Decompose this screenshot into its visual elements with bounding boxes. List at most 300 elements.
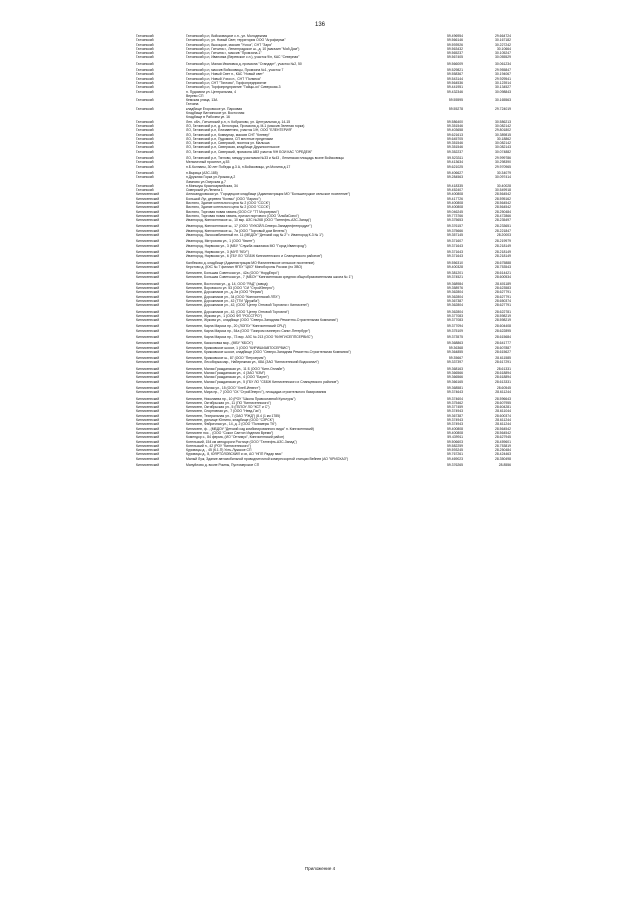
latitude-cell: 59.406627 — [446, 170, 463, 175]
district-cell: Гатчинский — [136, 85, 154, 90]
latitude-cell: 59.351546 — [446, 123, 463, 128]
address-cell: Кингисепп пос. , (ООО "Сокол Сантоп Изделия Время") — [186, 430, 274, 435]
district-cell: Кингисеппский — [136, 371, 160, 376]
district-cell: Гатчинский — [136, 175, 154, 180]
longitude-cell: 28.627791 — [494, 303, 511, 308]
longitude-cell: 28.627791 — [494, 290, 511, 295]
district-cell: Кингисеппский — [136, 254, 160, 259]
address-cell: Александровская ул. "Городецкое кладбище (Администрация МО "Большелуцкое сельское поселение") — [186, 192, 351, 197]
latitude-cell: 59.441951 — [446, 85, 463, 90]
district-cell: Кингисеппский — [136, 313, 160, 318]
latitude-cell: 59.529821 — [446, 68, 463, 73]
district-cell: Гатчинский — [136, 42, 154, 47]
latitude-cell: 59.506603 — [446, 439, 463, 444]
district-cell: Кингисеппский — [136, 456, 160, 461]
longitude-cell: 28.600374 — [494, 413, 511, 418]
latitude-cell: 59.418335 — [446, 183, 463, 188]
district-cell: Кингисеппский — [136, 218, 160, 223]
longitude-cell: 28.627945 — [494, 435, 511, 440]
address-cell: Кингисепп, Фабричная ул., 14, д. 2 (ООО "Полимеры ТК") — [186, 422, 277, 427]
district-cell: Гатчинский — [136, 34, 154, 38]
latitude-cell: 59.364855 — [446, 349, 463, 354]
latitude-cell: 59.36368 — [448, 345, 463, 350]
district-cell: Гатчинский — [136, 106, 154, 111]
district-cell: Кингисеппский — [136, 303, 160, 308]
address-cell: Ивангород, Кингисеппское ш., 7а (ООО "Торговый дом Велень") — [186, 228, 287, 233]
district-cell: Кингисеппский — [136, 379, 160, 384]
latitude-cell: 59.400808 — [446, 205, 463, 210]
latitude-cell: 59.563432 — [446, 46, 463, 51]
district-cell: Кингисеппский — [136, 192, 160, 197]
longitude-cell: 30.105247 — [494, 51, 511, 56]
table-row — [135, 350, 512, 354]
district-cell: Кингисеппский — [136, 281, 160, 286]
latitude-cell: 59.400808 — [446, 430, 463, 435]
latitude-cell: 59.366566 — [446, 375, 463, 380]
address-cell: ЛО, Гатчинский р-н, Сиверская, кладбище Дружносельское — [186, 145, 280, 150]
address-cell: Кингисепп, Октябрьская ул., 11 (ПО "Кингисеппского") — [186, 400, 271, 405]
latitude-cell: 59.371643 — [446, 254, 463, 259]
district-cell: Гатчинский — [136, 51, 154, 56]
latitude-cell: 59.452407 — [446, 188, 463, 193]
latitude-cell: 59.417726 — [446, 196, 463, 201]
longitude-cell: 30.097414 — [494, 175, 511, 180]
latitude-cell: 59.55278 — [448, 106, 463, 111]
address-cell: ЛО, Гатчинский р-н, д. Белогорка, Промзона д. М-1 (массив Зеленая горка) — [186, 123, 305, 128]
longitude-cell: 29.929541 — [494, 76, 511, 81]
longitude-cell: 28.20003 — [496, 233, 511, 238]
longitude-cell: 28.611044 — [495, 409, 511, 414]
latitude-cell: 59.357145 — [446, 233, 463, 238]
latitude-cell: 59.366165 — [446, 379, 463, 384]
district-cell: Кингисеппский — [136, 205, 160, 210]
address-cell: Кингисепп, Театральная ул., 7 (ОАО "РЖД") (8.4 (1 км 1785) — [186, 413, 281, 418]
district-cell: Кингисеппский — [136, 318, 160, 323]
latitude-cell: 59.362804 — [446, 290, 463, 295]
address-cell: Кингисепп, Октябрьская ул., 5 (ГБПОУ ЛО "КСТ и С") — [186, 405, 270, 410]
longitude-cell: 28.611244 — [495, 422, 511, 427]
latitude-cell: 59.403658 — [446, 128, 463, 133]
address-cell: Гатчина — [186, 102, 199, 107]
longitude-cell: 28.675888 — [494, 260, 511, 265]
district-cell: Кингисеппский — [136, 209, 160, 214]
longitude-cell: 30.098843 — [494, 89, 511, 94]
address-cell: Кингисепп, Карла Маркса пр., 54а (ООО "Газпром газэнерго Санкт-Петербург") — [186, 328, 311, 333]
latitude-cell: 59.566009 — [446, 61, 463, 66]
longitude-cell: 28.618894 — [494, 375, 511, 380]
latitude-cell: 59.368863 — [446, 341, 463, 346]
address-cell: Кингисепп, Мира пр., 7 (ООО "СК "СтройЭнерго"), площадка строительного базирования — [186, 390, 327, 395]
page-number: 136 — [314, 22, 325, 28]
address-cell: Кингисепп, Карла Маркса пр., 73 вкр. АЗС № 213 (ООО "КИНГИСЕППСЕРВИС") — [186, 335, 313, 339]
address-cell: Кингисепп, Восточная ул., д. 14, ООО "РАД" (завод) — [186, 281, 268, 286]
address-cell: Калбеково д. кладбище (Администрация МО Фалилеевское сельское поселение) — [186, 260, 315, 265]
district-cell: Гатчинский — [136, 156, 154, 161]
longitude-cell: 30.549918 — [494, 188, 511, 193]
address-cell: Кингисепп, Малая Гражданская ул., 11 Б (ООО "Кинг-Онлайн") — [186, 366, 285, 371]
district-cell: Гатчинский — [136, 141, 154, 146]
latitude-cell: 59.543144 — [446, 76, 463, 81]
latitude-cell: 59.375666 — [446, 228, 463, 233]
district-cell: Кингисеппский — [136, 405, 160, 410]
district-cell: Кингисеппский — [136, 366, 160, 371]
address-cell: Большой Луг, деревня "Колмы" (ООО "Ларисс") — [186, 196, 261, 201]
latitude-cell: 59.362804 — [446, 309, 463, 314]
district-cell: Кингисеппский — [136, 196, 160, 201]
longitude-cell: 30.389815 — [494, 132, 511, 137]
district-cell: Кингисеппский — [136, 249, 160, 254]
district-cell: Гатчинский — [136, 98, 154, 103]
longitude-cell: 30.298390 — [494, 160, 511, 165]
address-cell: Кингисепп, Большая Советская ул., 7 (МБОУ "Кингисеппская средняя общеобразовательная школа № 1") — [186, 275, 353, 280]
latitude-cell: 59.374943 — [446, 422, 463, 427]
address-cell: Кингисепп, Касколовка мкр., (МБУ "КБСХ") — [186, 341, 253, 346]
longitude-cell: 28.595162 — [494, 196, 511, 201]
longitude-cell: 28.60545 — [496, 385, 511, 390]
table-row — [135, 457, 512, 461]
latitude-cell: 59.358976 — [446, 286, 463, 291]
address-cell: Вистино, Здание котельного цеха № 2 (ООО "СССК") — [186, 200, 271, 205]
longitude-cell: 28.564542 — [494, 430, 511, 435]
district-cell: Кингисеппский — [136, 200, 160, 205]
table-row — [135, 390, 512, 394]
address-cell: Вистино, Здание котельного цеха № 2 (ООО "СССК") — [186, 205, 271, 210]
latitude-cell: 59.284563 — [446, 175, 463, 180]
latitude-cell: 59.376157 — [446, 224, 463, 229]
longitude-cell: 28.600534 — [494, 275, 511, 280]
longitude-cell: 28.753543 — [494, 264, 511, 269]
longitude-cell: 28.622781 — [494, 309, 511, 314]
district-cell: Гатчинский — [136, 76, 154, 81]
longitude-cell: 28.250484 — [494, 448, 511, 453]
latitude-cell: 59.377083 — [446, 318, 463, 323]
district-cell: Кингисеппский — [136, 243, 160, 248]
address-cell: Кингисепп, Крикковское шоссе, кладбище (ООО "Северо-Западная Ремонтно-Строительная Компания") — [186, 349, 351, 354]
latitude-cell: 59.413634 — [446, 160, 463, 165]
address-cell: ЛО, Гатчинский р-н, Сиверский, поселок ул. Малыша — [186, 141, 270, 146]
latitude-cell: 59.35667 — [448, 356, 463, 361]
latitude-cell: 59.469023 — [446, 456, 463, 461]
district-cell: Кингисеппский — [136, 328, 160, 333]
longitude-cell: 29.970965 — [494, 164, 511, 169]
address-cell: Гатчинский р-н, Малая Ивановка д, промзона "Стандарт", участок №2, 50 — [186, 61, 302, 66]
district-cell: Кингисеппский — [136, 356, 160, 361]
table-row — [135, 380, 512, 384]
address-cell: Кингисепп, Лесобиржа мкр., Набережная ул., 68А (ЗАО "Кингисеппский Водоканал") — [186, 360, 319, 365]
longitude-cell: 29.955847 — [494, 68, 511, 73]
latitude-cell: 59.567405 — [446, 55, 463, 60]
latitude-cell: 59.593245 — [446, 448, 463, 453]
longitude-cell: 28.601189 — [495, 281, 511, 286]
latitude-cell: 59.351546 — [446, 145, 463, 150]
district-cell: Гатчинский — [136, 183, 154, 188]
latitude-cell: 59.400808 — [446, 192, 463, 197]
longitude-cell: 28.221847 — [494, 228, 511, 233]
latitude-cell: 59.523311 — [447, 156, 463, 161]
district-cell: Гатчинский — [136, 136, 154, 141]
address-cell: Ивангород, Нарвская ул., 3 (МУП "КБУ") — [186, 249, 250, 254]
district-cell: Гатчинский — [136, 132, 154, 137]
longitude-cell: 28.564542 — [494, 200, 511, 205]
district-cell: Кингисеппский — [136, 390, 160, 395]
latitude-cell: 59.351546 — [446, 141, 463, 146]
address-cell: Вистино, Торговая новая гавань (ООО СУ "ТТ Морсервис") — [186, 209, 279, 214]
district-cell: Гатчинский — [136, 123, 154, 128]
district-cell: Гатчинский — [136, 72, 154, 77]
district-cell: Кингисеппский — [136, 448, 160, 453]
address-cell: Кингисепп, Дорожников ул., 42, (ООО "Центр Оптовой Торговли г. Кингисепп") — [186, 303, 309, 308]
table-row — [135, 318, 512, 322]
latitude-cell: 59.374943 — [446, 418, 463, 423]
page-footer: Приложение 4 — [304, 866, 336, 871]
longitude-cell: 30.194067 — [494, 72, 511, 77]
district-cell: Кингисеппский — [136, 213, 160, 218]
latitude-cell: 59.375462 — [446, 400, 463, 405]
longitude-cell: 28.613331 — [494, 379, 511, 384]
address-cell: Кингисепп, Малая Гражданская ул., 4 (ЗАО "КЗМ") — [186, 371, 266, 376]
longitude-cell: 28.611244 — [495, 418, 511, 423]
longitude-cell: 28.459601 — [494, 439, 511, 444]
district-cell: Гатчинский — [136, 80, 154, 85]
address-cell: Ивангород, Льнокомбинатный пл. 11 (МБДОУ "Детский сад № 2" г. Ивангород К-3 № 1") — [186, 233, 324, 238]
longitude-cell: 28.611244 — [495, 390, 511, 395]
address-cell: ЛО, Гатчинский р-н, Коммунар, массив СНТ "Клевер" — [186, 132, 270, 137]
address-cell: Комендор с., 84 ферма, (ИО "Оптимус", Кингисеппский район) — [186, 435, 285, 440]
latitude-cell: 59.376265 — [446, 463, 463, 468]
longitude-cell: 28.564542 — [494, 192, 511, 197]
district-cell: Кингисеппский — [136, 426, 160, 431]
address-cell: ЛО, Гатчинский р-н, Тяглово, между участками №33 и №43 , Ленинская площадь возле Войсковицы — [186, 156, 344, 161]
latitude-cell: 59.374943 — [446, 409, 463, 414]
table-row — [135, 461, 512, 467]
latitude-cell: 59.371607 — [446, 239, 463, 244]
district-cell: Кингисеппский — [136, 375, 160, 380]
longitude-cell: 30.167182 — [494, 38, 511, 43]
longitude-cell: 28.235497 — [494, 218, 511, 223]
latitude-cell: 59.374604 — [446, 396, 463, 401]
address-cell: Кемская улица, 13А — [186, 98, 218, 103]
address-cell: Гатчинский р-н, Новый Учхоз п., СНТ "Полянка" — [186, 76, 261, 81]
address-cell: Куровицы д. , 45 (К.1.П) Усть-Лужское СП — [186, 448, 252, 453]
longitude-cell: 29.724019 — [494, 106, 511, 111]
longitude-cell: 30.586213 — [494, 119, 511, 124]
longitude-cell: 30.227242 — [494, 42, 511, 47]
district-cell: Кингисеппский — [136, 341, 160, 346]
district-cell: Кингисеппский — [136, 360, 160, 365]
address-cell: п. Пудомяги ул. Центральная, 4 — [186, 89, 237, 94]
longitude-cell: 28.424463 — [494, 452, 511, 457]
address-cell: Кингисепп, Жукова ул., 1 (ООО ФП "РОССТРО") — [186, 313, 263, 318]
latitude-cell: 59.373575 — [446, 335, 463, 339]
address-cell: Кладбище Ватчинское ул. Восточная — [186, 111, 245, 116]
address-cell: Малый Луж, Здание автомобильной проводниточной компрессорной станции Вейнев (АО "КРИОХАЗ") — [186, 456, 349, 461]
district-cell: Кингисеппский — [136, 452, 160, 457]
address-cell: Кладбище в Рабочем ул. 16 — [186, 115, 230, 120]
district-cell: Гатчинский — [136, 89, 154, 94]
longitude-cell: 28.627791 — [494, 294, 511, 299]
longitude-cell: 28.598219 — [494, 318, 511, 323]
longitude-cell: 29.801802 — [494, 128, 511, 133]
address-cell: Лампово ул.Озерская д.7 — [186, 179, 226, 184]
longitude-cell: 30.34079 — [496, 170, 511, 175]
district-cell: Гатчинский — [136, 61, 154, 66]
address-cell: Мельничный проспект, д.53 — [186, 160, 230, 165]
address-cell: Кингисепп, Карла Маркса пр., 20 (ЛОГБУ "Кингисеппский СРЦ") — [186, 324, 287, 329]
longitude-cell: 28.618894 — [494, 371, 511, 376]
longitude-cell: 28.753819 — [494, 443, 511, 448]
longitude-cell: 28.607955 — [494, 400, 511, 405]
longitude-cell: 29.999786 — [494, 156, 511, 161]
address-cell: Кингисепп, Воровского ул. 53 (ООО "СИ "СтройЭнерго") — [186, 286, 275, 291]
address-cell: кладбище Егоровское ул. Парковая — [186, 106, 243, 111]
district-cell: Кингисеппский — [136, 435, 160, 440]
latitude-cell: 59.368984 — [446, 281, 463, 286]
district-cell: Кингисеппский — [136, 396, 160, 401]
district-cell: Кингисеппский — [136, 286, 160, 291]
district-cell: Гатчинский — [136, 119, 154, 124]
district-cell: Гатчинский — [136, 55, 154, 60]
longitude-cell: 28.604281 — [494, 405, 511, 410]
district-cell: Кингисеппский — [136, 239, 160, 244]
latitude-cell: 59.352237 — [446, 149, 463, 154]
district-cell: Гатчинский — [136, 164, 154, 169]
longitude-cell: 28.623583 — [494, 286, 511, 291]
latitude-cell: 59.496954 — [446, 34, 463, 38]
latitude-cell: 59.371643 — [446, 243, 463, 248]
latitude-cell: 59.593926 — [446, 42, 463, 47]
longitude-cell: 28.564542 — [494, 426, 511, 431]
latitude-cell: 59.377083 — [446, 313, 463, 318]
latitude-cell: 59.773766 — [446, 213, 463, 218]
latitude-cell: 59.362804 — [446, 294, 463, 299]
longitude-cell: 28.564542 — [494, 205, 511, 210]
latitude-cell: 59.400328 — [446, 264, 463, 269]
latitude-cell: 59.55595 — [448, 98, 463, 103]
latitude-cell: 59.368163 — [446, 366, 463, 371]
district-cell: Кингисеппский — [136, 422, 160, 427]
address-cell: Кингисепп, ф. , (МБДОУ "Детский сад комбинированного вида" п. Кингисеппский) — [186, 426, 314, 431]
latitude-cell: 59.645705 — [446, 136, 463, 141]
district-cell: Кингисеппский — [136, 439, 160, 444]
longitude-cell: 30.165563 — [494, 98, 511, 103]
district-cell: Кингисеппский — [136, 345, 160, 350]
district-cell: Гатчинский — [136, 170, 154, 175]
longitude-cell: 28.218149 — [494, 254, 511, 259]
district-cell: Кингисеппский — [136, 264, 160, 269]
district-cell: Гатчинский — [136, 46, 154, 51]
address-cell: Гатчинский р-н, Ивановка (Веревское с.п.), участок 9/н, КАС "Северная" — [186, 55, 300, 60]
address-cell: Котельский п., 42 (РОУ "Кингисеппского") — [186, 443, 251, 448]
address-cell: Кингисепп, Жукова ул., кладбище (ООО "Северо-Западная Ремонтно-Строительная Компания") — [186, 318, 338, 323]
district-cell: Кингисеппский — [136, 324, 160, 329]
address-cell: Кингисепп, Большая Советская ул., 42а (ООО "НордЕвро") — [186, 271, 279, 276]
longitude-cell: 30.18862 — [496, 136, 511, 141]
latitude-cell: 59.432346 — [446, 89, 463, 94]
latitude-cell: 59.046245 — [446, 209, 463, 214]
latitude-cell: 59.367387 — [446, 413, 463, 418]
address-cell: Гатчинский р-н, ул. Новый Свет, территория ООО "Агрофирма" — [186, 38, 286, 43]
latitude-cell: 59.586400 — [446, 119, 463, 124]
latitude-cell: 59.371643 — [446, 249, 463, 254]
address-cell: Ивангород, Нарвская ул., 3 (МБУ "Служба заказчика МО "Город Ивангород") — [186, 243, 307, 248]
longitude-cell: 28.596643 — [494, 396, 511, 401]
latitude-cell: 59.375109 — [446, 328, 463, 333]
district-cell: Кингисеппский — [136, 413, 160, 418]
address-cell: п.Минькуш Красноармейская, 34 — [186, 183, 238, 188]
address-cell: Гатчинский р-н, Гатчина г., массив "Промзона-1" — [186, 51, 262, 56]
address-cell: Кингисепп, Спортивная ул., 7 (ООО "Невд-Газ") — [186, 409, 261, 414]
address-cell: Гатчинский р-н, СНТ "Тяглово", Торфопредприятие — [186, 80, 267, 85]
register-table — [135, 34, 512, 467]
longitude-cell: 28.611585 — [495, 356, 511, 361]
address-cell: Гатчинский р-н, Новый Свет п., КАС "Новый свет" — [186, 72, 264, 77]
address-cell: Кингисепп, Малая Гражданская ул., 5 (ГБУ ЛО "СББЖ Кингисеппского и Сланцевского районов") — [186, 379, 339, 384]
longitude-cell: 29.664724 — [494, 34, 511, 38]
address-cell: Ивангород, Нарвская ул., 6 (ГБУ ЛО "СББЖ Кингисеппского и Сланцевского районов") — [186, 254, 323, 259]
latitude-cell: 59.400808 — [446, 200, 463, 205]
address-cell: Кингисепп, Дорожников ул., д. 2в (ООО "Ферма") — [186, 290, 264, 295]
latitude-cell: 59.374521 — [446, 275, 463, 280]
district-cell: Кингисеппский — [136, 260, 160, 265]
latitude-cell: 59.362804 — [446, 303, 463, 308]
latitude-cell: 59.439911 — [447, 435, 463, 440]
district-cell: Кингисеппский — [136, 409, 160, 414]
latitude-cell: 59.367387 — [446, 298, 463, 303]
address-cell: Гатчинский р-н, Войсковицкое с.п., ул. Молодежная — [186, 34, 268, 38]
longitude-cell: 28.61331 — [496, 366, 511, 371]
latitude-cell: 59.564536 — [446, 80, 463, 85]
latitude-cell: 59.381201 — [446, 271, 463, 276]
longitude-cell: 28.472866 — [494, 213, 511, 218]
district-cell: Гатчинский — [136, 160, 154, 165]
longitude-cell: 28.617291 — [494, 360, 511, 365]
longitude-cell: 30.134527 — [494, 85, 511, 90]
address-cell: Мануйлово д. возле Ромны, Пустомерское СП — [186, 463, 260, 468]
latitude-cell: 59.566146 — [446, 38, 463, 43]
longitude-cell: 30.074882 — [494, 149, 511, 154]
district-cell: Кингисеппский — [136, 385, 160, 390]
latitude-cell: 59.565237 — [446, 51, 463, 56]
latitude-cell: 59.377459 — [446, 405, 463, 410]
address-cell: п.Дружная Горка ул.Урожая д.2 — [186, 175, 236, 180]
district-cell: Гатчинский — [136, 149, 154, 154]
address-cell: Кингисепп, Дорожников ул., 42, (ООО "Центр Оптовой Торговли") — [186, 309, 289, 314]
district-cell: Кингисеппский — [136, 349, 160, 354]
address-cell: Кингисепп, Крикковское ш., 87 (ООО "Петроприм") — [186, 356, 266, 361]
address-cell: Лен. обл., Гатчинский р-н, п. Кобралово, ул. Центральная д. 14-15 — [186, 119, 291, 124]
district-cell: Кингисеппский — [136, 335, 160, 339]
district-cell: Гатчинский — [136, 68, 154, 73]
address-cell: Кингисепп, Николаева пр., 10 (РОУ "Школа Православной Культуры") — [186, 396, 296, 401]
longitude-cell: 28.607887 — [494, 345, 511, 350]
address-cell: Ивангород, Кингисеппское ш., 10 вкр. АЗС №268 (ООО "Татнефть-АЗС-Запад") — [186, 218, 311, 223]
address-cell: Ивангород, Кингисеппское ш., 17 (ООО "ЛУКОЙЛ-Северо-Западнефтепродукт") — [186, 224, 312, 229]
longitude-cell: 28.650374 — [494, 298, 511, 303]
latitude-cell: 59.582259 — [446, 443, 463, 448]
longitude-cell: 28.250484 — [494, 209, 511, 214]
address-cell: Вистино, Торговая новая гавань, причал портового (ООО "АльбаСоюз") — [186, 213, 299, 218]
address-cell: ЛО, Гатчинский р-н, Пудомяги, СП местные пределами — [186, 136, 273, 141]
address-cell: Гатчинский р-н, Высоцкое, массив "Учхоз", СНТ "Заря" — [186, 42, 273, 47]
district-cell: Гатчинский — [136, 38, 154, 43]
address-cell: Кингисепп, Дорожников ул., 42 (ТТИ "Дружба") — [186, 298, 260, 303]
latitude-cell: 59.621613 — [446, 132, 463, 137]
address-cell: Кингисепп, Крикковское шоссе, 1 (ООО "КИРИШИАВТОСЕРВИС") — [186, 345, 291, 350]
table-row — [135, 275, 512, 279]
latitude-cell: 59.366566 — [446, 371, 463, 376]
longitude-cell: 28.598219 — [494, 313, 511, 318]
district-cell: Кингисеппский — [136, 294, 160, 299]
